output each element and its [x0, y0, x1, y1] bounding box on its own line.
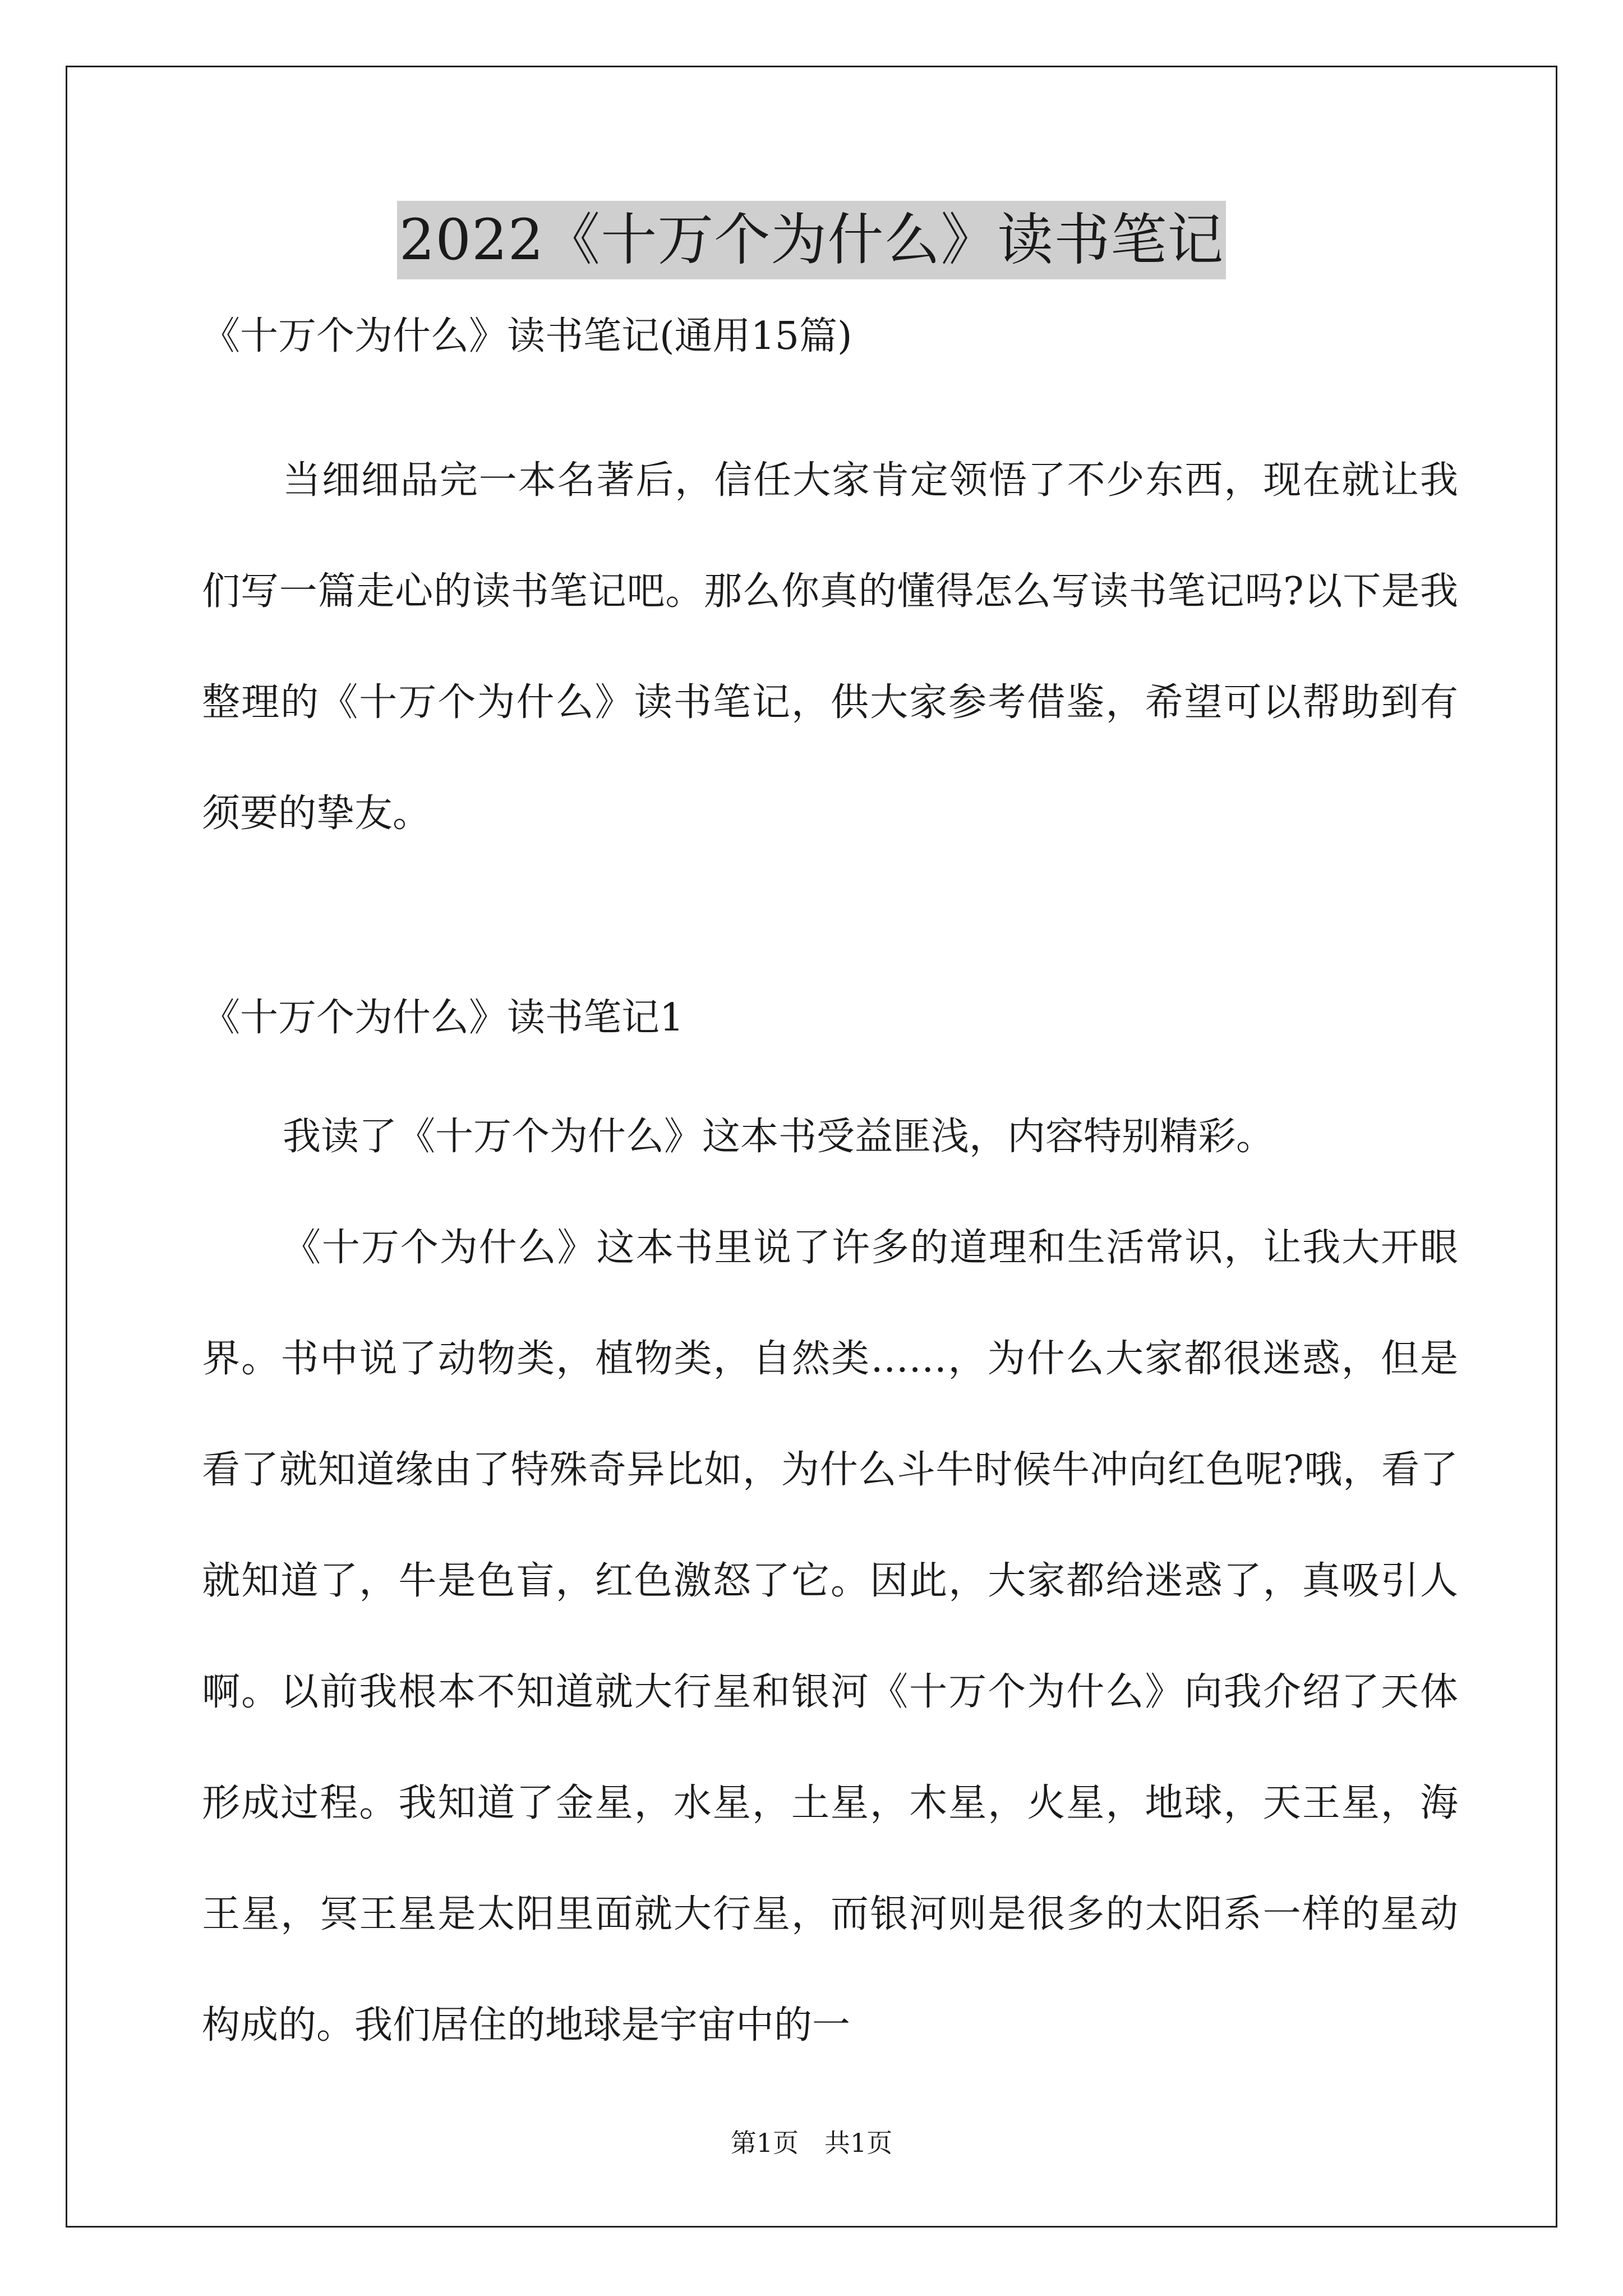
body-paragraph: 《十万个为什么》这本书里说了许多的道理和生活常识，让我大开眼界。书中说了动物类，植物类，自然类……，为什么大家都很迷惑，但是看了就知道缘由了特殊奇异比如，为什么斗牛时候牛冲向红色呢?哦，看了就知道了，牛是色盲，红色激怒了它。因此，大家都给迷惑了，真吸引人啊。以前我根本不知道就大行星和银河《十万个为什么》向我介绍了天体形成过程。我知道了金星，水星，土星，木星，火星，地球，天王星，海王星，冥王星是太阳里面就大行星，而银河则是很多的太阳系一样的星动构成的。我们居住的地球是宇宙中的一: [202, 1226, 1458, 2047]
document-subtitle: 《十万个为什么》读书笔记(通用15篇): [202, 314, 852, 358]
section-heading: 《十万个为什么》读书笔记1: [202, 996, 684, 1040]
body-paragraph: 我读了《十万个为什么》这本书受益匪浅，内容特别精彩。: [283, 1115, 1275, 1159]
page-footer: 第1页 共1页: [730, 2128, 893, 2158]
document-title: 2022《十万个为什么》读书笔记: [397, 201, 1227, 279]
intro-paragraph: 当细细品完一本名著后，信任大家肯定领悟了不少东西，现在就让我们写一篇走心的读书笔记吧。那么你真的懂得怎么写读书笔记吗?以下是我整理的《十万个为什么》读书笔记，供大家参考借鉴，希望可以帮助到有须要的挚友。: [202, 458, 1458, 836]
title-container: [0, 201, 1623, 279]
